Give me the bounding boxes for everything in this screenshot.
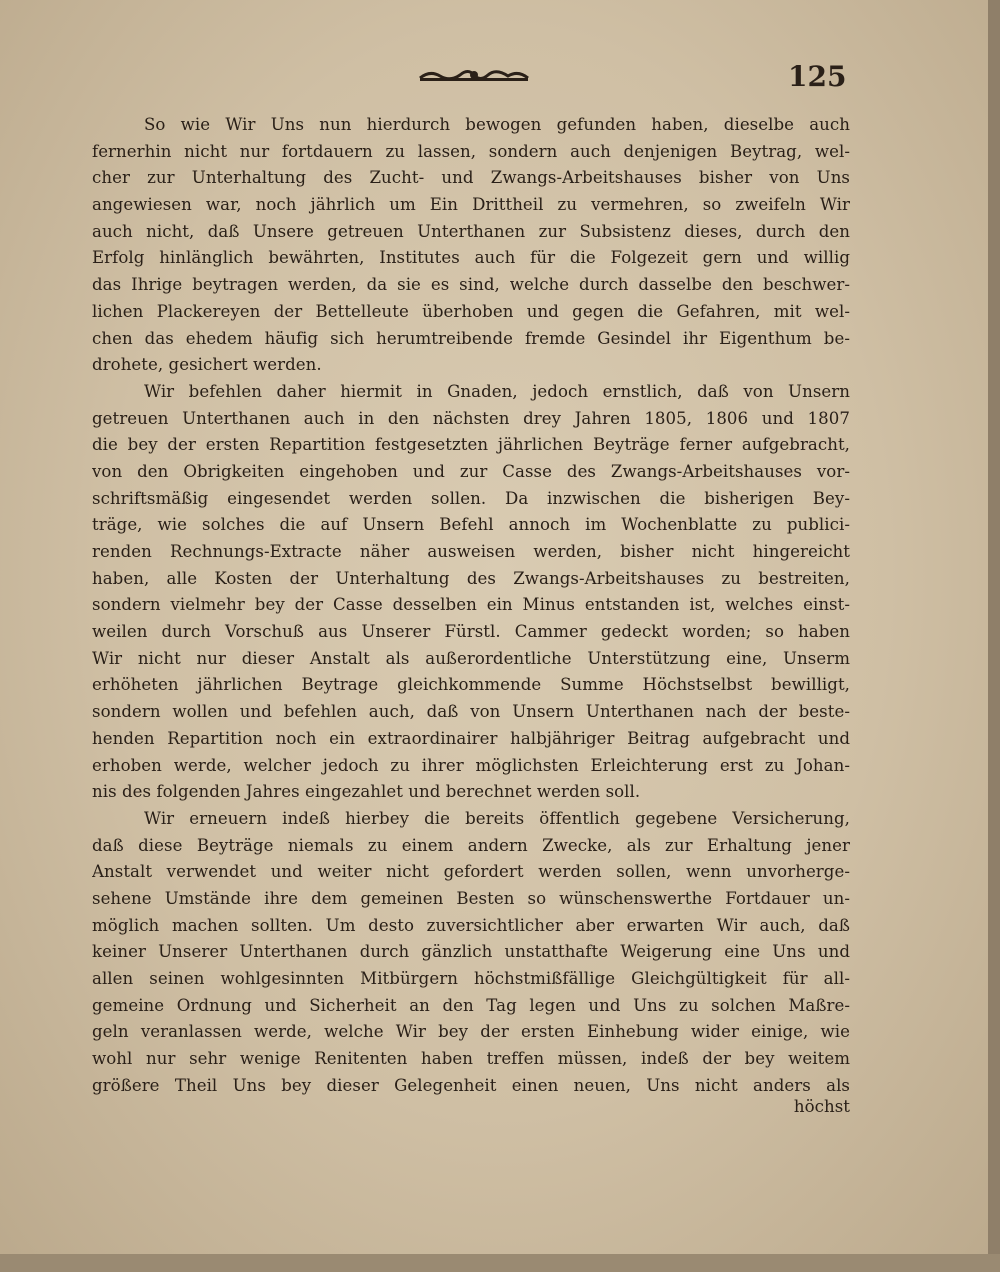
text-line: weilen durch Vorschuß aus Unserer Fürstl. Cammer gedeckt worden; so haben — [92, 622, 850, 642]
text-line: getreuen Unterthanen auch in den nächsten drey Jahren 1805, 1806 und 1807 — [92, 408, 850, 428]
text-line: daß diese Beyträge niemals zu einem andern Zwecke, als zur Erhaltung jener — [92, 835, 850, 855]
catchword: höchst — [793, 1097, 850, 1116]
text-line: So wie Wir Uns nun hierdurch bewogen gefunden haben, dieselbe auch — [144, 115, 850, 134]
text-line: angewiesen war, noch jährlich um Ein Drittheil zu vermehren, so zweifeln Wir — [92, 195, 850, 215]
text-line: geln veranlassen werde, welche Wir bey der ersten Einhebung wider einige, wie — [92, 1022, 850, 1042]
text-line: sehene Umstände ihre dem gemeinen Besten so wünschenswerthe Fortdauer un- — [92, 888, 850, 908]
text-line: nis des folgenden Jahres eingezahlet und berechnet werden soll. — [92, 782, 641, 802]
text-line: henden Repartition noch ein extraordinairer halbjähriger Beitrag aufgebracht und — [92, 728, 850, 748]
text-line: größere Theil Uns bey dieser Gelegenheit einen neuen, Uns nicht anders als — [92, 1075, 850, 1095]
body-text — [92, 112, 850, 1099]
text-line: Wir befehlen daher hiermit in Gnaden, jedoch ernstlich, daß von Unsern — [144, 381, 850, 401]
text-line: cher zur Unterhaltung des Zucht- und Zwangs-Arbeitshauses bisher von Uns — [92, 168, 850, 188]
text-line: haben, alle Kosten der Unterhaltung des Zwangs-Arbeitshauses zu bestreiten, — [92, 568, 850, 588]
text-line: allen seinen wohlgesinnten Mitbürgern höchstmißfällige Gleichgültigkeit für all- — [92, 969, 850, 988]
text-line: Anstalt verwendet und weiter nicht gefordert werden sollen, wenn unvorherge- — [92, 862, 850, 882]
text-line: lichen Plackereyen der Bettelleute überhoben und gegen die Gefahren, mit wel- — [92, 301, 850, 321]
text-line: von den Obrigkeiten eingehoben und zur Casse des Zwangs-Arbeitshauses vor- — [92, 461, 850, 481]
text-line: schriftsmäßig eingesendet werden sollen. Da inzwischen die bisherigen Bey- — [92, 488, 850, 508]
header-ornament — [418, 66, 530, 84]
text-line: fernerhin nicht nur fortdauern zu lassen, sondern auch denjenigen Beytrag, wel- — [92, 141, 850, 161]
text-line: wohl nur sehr wenige Renitenten haben treffen müssen, indeß der bey weitem — [92, 1049, 850, 1069]
text-line: möglich machen sollten. Um desto zuversichtlicher aber erwarten Wir auch, daß — [92, 915, 850, 935]
page-number: 125 — [788, 60, 847, 93]
text-line: erhoben werde, welcher jedoch zu ihrer möglichsten Erleichterung erst zu Johan- — [92, 755, 850, 775]
text-line: auch nicht, daß Unsere getreuen Unterthanen zur Subsistenz dieses, durch den — [92, 221, 850, 241]
text-line: gemeine Ordnung und Sicherheit an den Tag legen und Uns zu solchen Maßre- — [92, 995, 850, 1015]
text-line: die bey der ersten Repartition festgesetzten jährlichen Beyträge ferner aufgebracht, — [92, 435, 850, 455]
text-line: sondern wollen und befehlen auch, daß von Unsern Unterthanen nach der beste- — [92, 702, 850, 722]
text-line: das Ihrige beytragen werden, da sie es sind, welche durch dasselbe den beschwer- — [92, 275, 850, 295]
text-line: drohete, gesichert werden. — [92, 355, 322, 375]
page-edge-right — [988, 0, 1000, 1272]
page-edge-bottom — [0, 1254, 1000, 1272]
text-line: keiner Unserer Unterthanen durch gänzlich unstatthafte Weigerung eine Uns und — [92, 942, 850, 962]
text-line: Wir nicht nur dieser Anstalt als außerordentliche Unterstützung eine, Unserm — [92, 648, 850, 668]
text-line: chen das ehedem häufig sich herumtreibende fremde Gesindel ihr Eigenthum be- — [92, 328, 850, 348]
text-line: renden Rechnungs-Extracte näher ausweisen werden, bisher nicht hingereicht — [92, 542, 850, 561]
text-line: sondern vielmehr bey der Casse desselben ein Minus entstanden ist, welches einst- — [92, 595, 850, 615]
text-line: Erfolg hinlänglich bewährten, Institutes auch für die Folgezeit gern und willig — [92, 248, 850, 268]
text-line: erhöheten jährlichen Beytrage gleichkommende Summe Höchstselbst bewilligt, — [92, 675, 850, 695]
text-line: Wir erneuern indeß hierbey die bereits öffentlich gegebene Versicherung, — [144, 808, 850, 828]
text-line: träge, wie solches die auf Unsern Befehl annoch im Wochenblatte zu publici- — [92, 515, 850, 535]
